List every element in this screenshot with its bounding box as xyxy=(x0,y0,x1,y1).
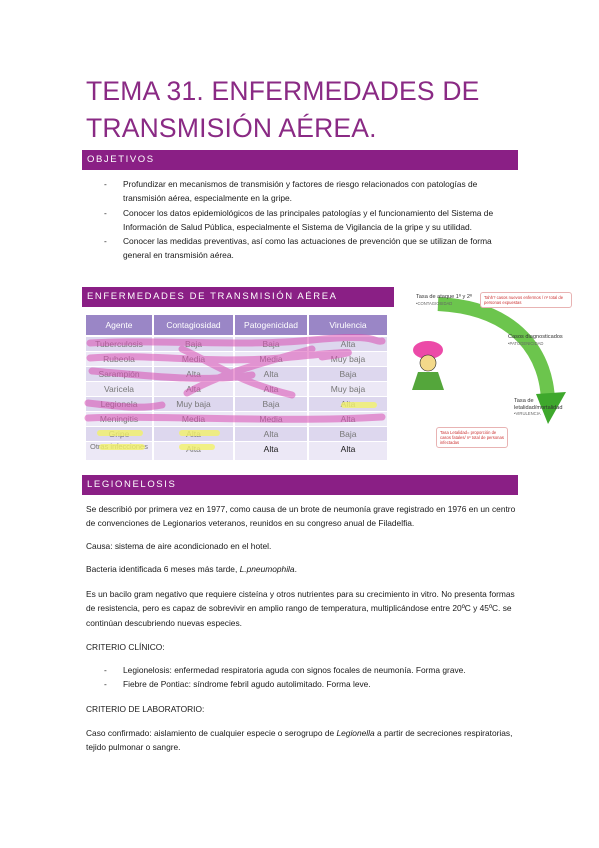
epidemiology-diagram-image xyxy=(398,286,583,458)
label-ataque-text: Tasa de ataque 1º y 2º xyxy=(416,294,473,300)
table-row xyxy=(86,397,395,411)
header-virulencia: Virulencia xyxy=(309,315,387,335)
label-diagnosticados xyxy=(508,334,563,347)
table-cell: Alta xyxy=(235,382,307,396)
label-virulencia: •VIRULENCIA xyxy=(514,411,541,416)
table-cell: Media xyxy=(154,352,233,366)
period: . xyxy=(294,564,297,574)
paragraph-causa: Causa: sistema de aire acondicionado en el hotel. xyxy=(86,541,272,551)
label-contagiosidad: •CONTAGIOSIDAD xyxy=(416,300,453,306)
paragraph-description: Es un bacilo gram negativo que requiere cisteína y otros nutrientes para su crecimiento in vitro. No presenta formas de resistencia, pero es capaz de sobrevivir en amplio rango de temperatura, multiplicándose entre 20ºC y 45ºC. se continúan descubriendo nuevas especies. xyxy=(86,589,515,628)
table-cell: Alta xyxy=(309,442,387,460)
table-cell: Alta xyxy=(235,427,307,441)
list-item: - Legionelosis: enfermedad respiratoria aguda con signos focales de neumonía. Forma grave. xyxy=(86,663,518,677)
table-cell: Varicela xyxy=(86,382,152,396)
label-diag-text: Casos diagnosticados xyxy=(508,334,563,340)
header-contagiosidad: Contagiosidad xyxy=(154,315,233,335)
table-row xyxy=(86,427,395,441)
paragraph-history: Se describió por primera vez en 1977, como causa de un brote de neumonía grave registrado en 1976 en un centro de convenciones de Legionarios veteranos, reunidos en su congreso anual de Filadelfia. xyxy=(86,504,516,529)
lab-text: Caso confirmado: aislamiento de cualquier especie o serogrupo de xyxy=(86,728,337,738)
table-cell: Baja xyxy=(154,337,233,351)
list-item: - Profundizar en mecanismos de transmisión y factores de riesgo relacionados con patologías de transmisión aérea, especialmente en la gripe. xyxy=(86,177,518,206)
label-ataque xyxy=(416,294,472,307)
formula-box-top: Tahh? casos nuevos enfermos / nº total de personas expuestas xyxy=(480,292,572,308)
table-cell: Alta xyxy=(154,427,233,441)
paragraph-laboratorio xyxy=(86,726,518,755)
table-cell: Alta xyxy=(309,412,387,426)
table-row xyxy=(86,367,395,381)
body-icon xyxy=(412,372,444,390)
list-item: - Conocer los datos epidemiológicos de las principales patologías y el funcionamiento del Sistema de Información de Salud Pública, especialmente el Sistema de Vigilancia de la gripe y su utilidad. xyxy=(86,206,518,235)
table-cell: Baja xyxy=(235,397,307,411)
table-cell: Sarampión xyxy=(86,367,152,381)
table-cell: Alta xyxy=(154,367,233,381)
table-cell: Alta xyxy=(154,382,233,396)
table-cell: Media xyxy=(154,412,233,426)
table-row xyxy=(86,412,395,426)
list-item: - Fiebre de Pontiac: síndrome febril agudo autolimitado. Forma leve. xyxy=(86,677,518,691)
header-patogenicidad: Patogenicidad xyxy=(235,315,307,335)
green-arrow-body xyxy=(438,304,548,404)
table-row xyxy=(86,352,395,366)
face-icon xyxy=(420,355,436,371)
diseases-table-image xyxy=(82,313,395,461)
table-cell: Media xyxy=(235,412,307,426)
table-cell: Muy baja xyxy=(309,352,387,366)
table-row xyxy=(86,442,395,460)
section-header-legionelosis: LEGIONELOSIS xyxy=(82,475,518,495)
table-cell: Rubeola xyxy=(86,352,152,366)
table-cell: Alta xyxy=(309,397,387,411)
species-name: L.pneumophila xyxy=(239,564,295,574)
list-item: - Conocer las medidas preventivas, así como las actuaciones de prevención que se utilizan de forma general en transmisión aérea. xyxy=(86,234,518,263)
header-agente: Agente xyxy=(86,315,152,335)
objetivos-list xyxy=(86,177,518,263)
formula-box-bottom: Tasa Letalidad= proporción de casos fatales/ nº total de personas infectadas xyxy=(436,427,508,448)
table-row xyxy=(86,337,395,351)
table-cell: Alta xyxy=(309,337,387,351)
genus-name: Legionella xyxy=(336,728,375,738)
table-cell: Meningitis xyxy=(86,412,152,426)
table-cell: Baja xyxy=(309,427,387,441)
lab-text-end: a partir de secreciones respiratorias, tejido pulmonar o sangre. xyxy=(86,728,513,753)
table-cell: Muy baja xyxy=(154,397,233,411)
section-header-enfermedades: ENFERMEDADES DE TRANSMISIÓN AÉREA xyxy=(82,287,394,307)
table-cell: Alta xyxy=(154,442,233,460)
clinico-list xyxy=(86,663,518,692)
page-title: TEMA 31. ENFERMEDADES DE TRANSMISIÓN AÉREA. xyxy=(86,76,480,143)
table-row xyxy=(86,382,395,396)
bacteria-text: Bacteria identificada 6 meses más tarde, xyxy=(86,564,240,574)
paragraph-bacteria xyxy=(86,562,518,576)
table-cell: Alta xyxy=(235,442,307,460)
table-cell: Otras infecciones xyxy=(86,442,152,460)
table-cell: Baja xyxy=(309,367,387,381)
heading-criterio-clinico: CRITERIO CLÍNICO: xyxy=(86,642,165,652)
table-cell: Tuberculosis xyxy=(86,337,152,351)
heading-criterio-laboratorio: CRITERIO DE LABORATORIO: xyxy=(86,704,205,714)
table-cell: Media xyxy=(235,352,307,366)
label-letal-text: Tasa de letalidad/mortalidad xyxy=(514,398,563,411)
table-cell: Gripe xyxy=(86,427,152,441)
table-header xyxy=(86,315,395,335)
label-letalidad xyxy=(514,398,572,418)
table-cell: Legionela xyxy=(86,397,152,411)
table-cell: Muy baja xyxy=(309,382,387,396)
label-patogenicidad: •PATOGENICIDAD xyxy=(508,340,544,346)
table-cell: Alta xyxy=(235,367,307,381)
table-cell: Baja xyxy=(235,337,307,351)
section-header-objetivos: OBJETIVOS xyxy=(82,150,518,170)
